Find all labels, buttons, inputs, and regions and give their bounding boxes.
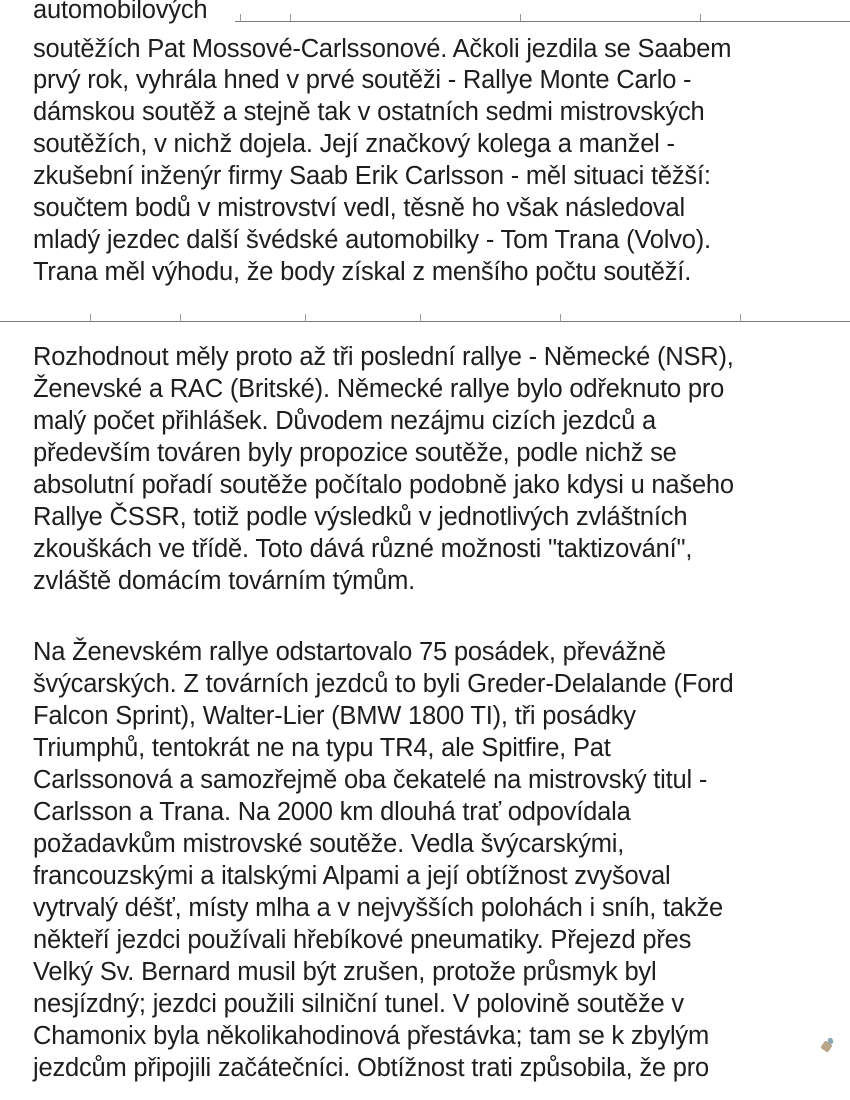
text-line: Triumphů, tentokrát ne na typu TR4, ale Spitfire, Pat	[33, 734, 611, 762]
cut-edge-top	[235, 21, 850, 22]
cut-edge-mark	[290, 14, 291, 21]
text-line: francouzskými a italskými Alpami a její obtížnost zvyšoval	[33, 862, 671, 890]
cut-edge-mark	[240, 14, 241, 22]
text-line: zkouškách ve třídě. Toto dává různé možnosti "taktizování",	[33, 535, 693, 563]
text-line: Trana měl výhodu, že body získal z menšího počtu soutěží.	[33, 258, 692, 286]
text-line: jezdcům připojili začátečníci. Obtížnost trati způsobila, že pro	[33, 1054, 710, 1082]
cut-edge-mark	[90, 314, 91, 322]
text-line: Carlsson a Trana. Na 2000 km dlouhá trať odpovídala	[33, 798, 631, 826]
text-line: zvláště domácím továrním týmům.	[33, 567, 416, 595]
cut-edge-mark	[420, 314, 421, 322]
text-line: někteří jezdci používali hřebíkové pneumatiky. Přejezd přes	[33, 926, 692, 954]
text-line: automobilových	[33, 0, 208, 24]
text-line: mladý jezdec další švédské automobilky - Tom Trana (Volvo).	[33, 226, 711, 254]
text-line: Na Ženevském rallye odstartovalo 75 posádek, převážně	[33, 638, 666, 666]
cut-edge-mark	[180, 314, 181, 322]
text-line: dámskou soutěž a stejně tak v ostatních sedmi mistrovských	[33, 98, 705, 126]
text-line: švýcarských. Z továrních jezdců to byli Greder-Delalande (Ford	[33, 670, 734, 698]
text-line: Velký Sv. Bernard musil být zrušen, protože průsmyk byl	[33, 958, 657, 986]
paper-speck	[827, 1037, 834, 1044]
text-line: soutěžích Pat Mossové-Carlssonové. Ačkoli jezdila se Saabem	[33, 35, 732, 63]
text-line: vytrvalý déšť, místy mlha a v nejvyšších polohách i sníh, takže	[33, 894, 723, 922]
text-line: součtem bodů v mistrovství vedl, těsně ho však následoval	[33, 194, 685, 222]
text-line: prvý rok, vyhrála hned v prvé soutěži - Rallye Monte Carlo -	[33, 66, 692, 94]
text-line: Carlssonová a samozřejmě oba čekatelé na mistrovský titul -	[33, 766, 708, 794]
cut-edge-mark	[520, 14, 521, 21]
text-line: zkušební inženýr firmy Saab Erik Carlsson - měl situaci těžší:	[33, 162, 711, 190]
text-line: Chamonix byla několikahodinová přestávka; tam se k zbylým	[33, 1022, 710, 1050]
cut-edge-middle	[0, 321, 850, 322]
cut-edge-mark	[305, 314, 306, 322]
text-line: především továren byly propozice soutěže, podle nichž se	[33, 439, 677, 467]
cut-edge-mark	[700, 14, 701, 21]
cut-edge-mark	[740, 314, 741, 322]
text-line: požadavkům mistrovské soutěže. Vedla švýcarskými,	[33, 830, 625, 858]
text-line: nesjízdný; jezdci použili silniční tunel. V polovině soutěže v	[33, 990, 684, 1018]
text-line: Falcon Sprint), Walter-Lier (BMW 1800 TI), tři posádky	[33, 702, 636, 730]
text-line: Rozhodnout měly proto až tři poslední rallye - Německé (NSR),	[33, 343, 734, 371]
text-line: absolutní pořadí soutěže počítalo podobně jako kdysi u našeho	[33, 471, 734, 499]
text-line: Ženevské a RAC (Britské). Německé rallye bylo odřeknuto pro	[33, 375, 725, 403]
text-line: soutěžích, v nichž dojela. Její značkový kolega a manžel -	[33, 130, 675, 158]
text-line: malý počet přihlášek. Důvodem nezájmu cizích jezdců a	[33, 407, 656, 435]
cut-edge-mark	[560, 314, 561, 322]
text-line: Rallye ČSSR, totiž podle výsledků v jednotlivých zvláštních	[33, 503, 688, 531]
